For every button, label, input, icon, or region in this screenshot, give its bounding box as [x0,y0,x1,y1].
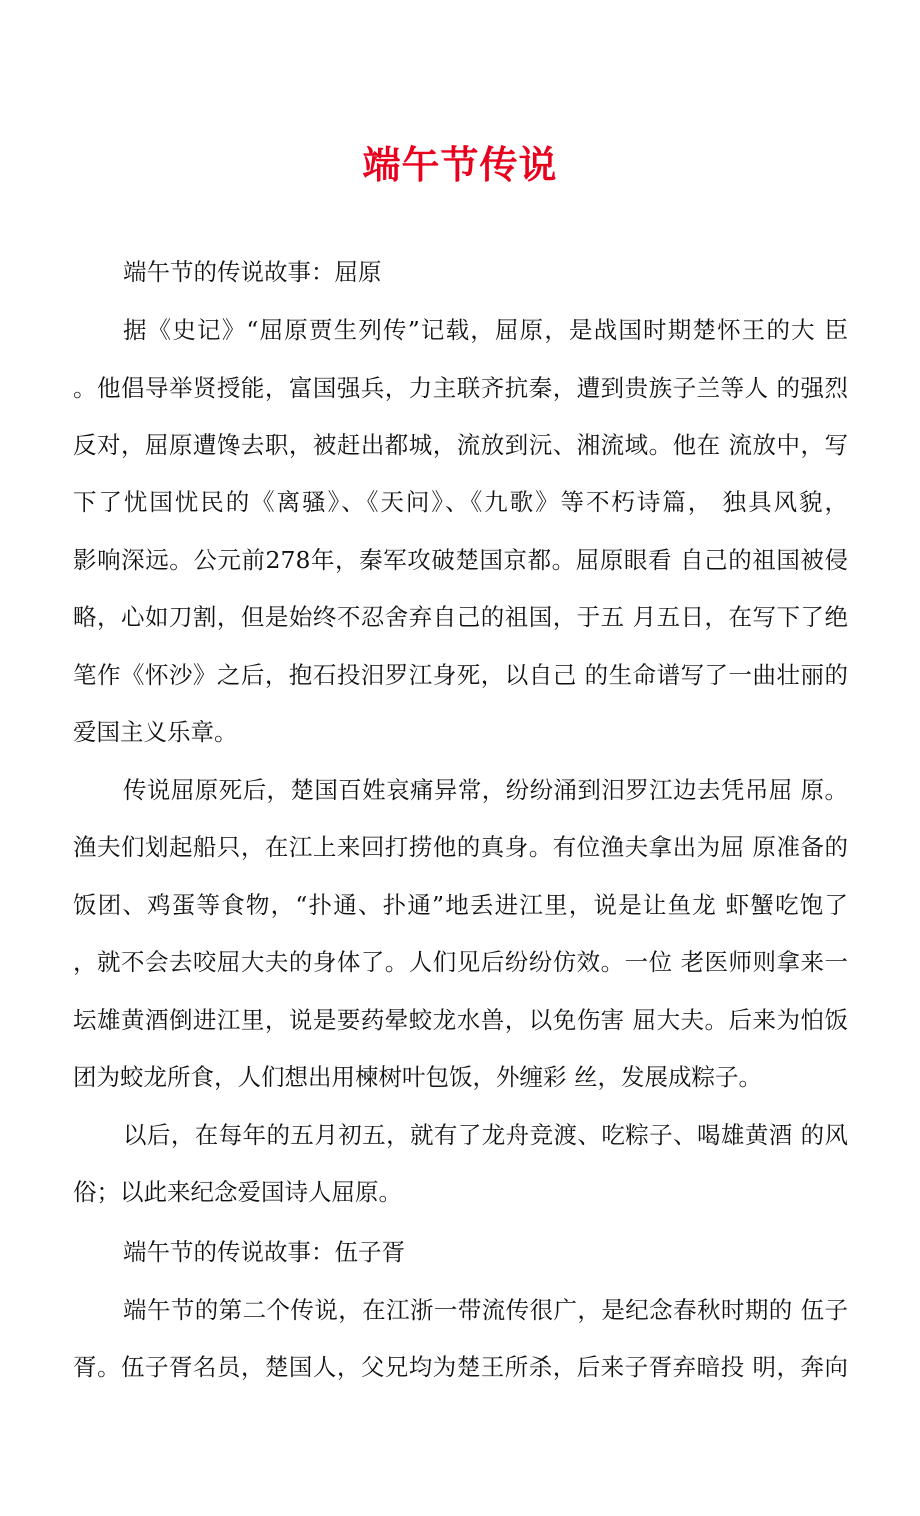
text-line: 影响深远。公元前278年，秦军攻破楚国京都。屈原眼看 自己的祖国被侵 [73,546,848,574]
section-heading-quyuan: 端午节的传说故事：屈原 [123,258,382,286]
text-line: 渔夫们划起船只，在江上来回打捞他的真身。有位渔夫拿出为屈 原准备的 [73,833,848,861]
text-line: 以后，在每年的五月初五，就有了龙舟竞渡、吃粽子、喝雄黄酒 的风 [123,1121,848,1149]
text-line: 。他倡导举贤授能，富国强兵，力主联齐抗秦，遭到贵族子兰等人 的强烈 [73,374,848,402]
text-line: 反对，屈原遭馋去职，被赶出都城，流放到沅、湘流域。他在 流放中，写 [73,431,848,459]
text-line: 饭团、鸡蛋等食物，“扑通、扑通”地丢进江里，说是让鱼龙 虾蟹吃饱了 [73,891,848,919]
text-line: 胥。伍子胥名员，楚国人，父兄均为楚王所杀，后来子胥弃暗投 明，奔向 [73,1353,848,1381]
text-line: 团为蛟龙所食，人们想出用楝树叶包饭，外缠彩 丝，发展成粽子。 [73,1063,762,1091]
text-line: 略，心如刀割，但是始终不忍舍弃自己的祖国，于五 月五日，在写下了绝 [73,603,848,631]
text-line: 笔作《怀沙》之后，抱石投汨罗江身死，以自己 的生命谱写了一曲壮丽的 [73,661,848,689]
text-line: ，就不会去咬屈大夫的身体了。人们见后纷纷仿效。一位 老医师则拿来一 [73,948,848,976]
text-line: 据《史记》“屈原贾生列传”记载，屈原，是战国时期楚怀王的大 臣 [123,316,848,344]
text-line: 爱国主义乐章。 [73,718,238,746]
text-line: 俗；以此来纪念爱国诗人屈原。 [73,1178,402,1206]
document-title: 端午节传说 [362,143,558,187]
text-line: 下了忧国忧民的《离骚》、《天问》、《九歌》等不朽诗篇， 独具风貌， [73,488,848,516]
text-line: 坛雄黄酒倒进江里，说是要药晕蛟龙水兽，以免伤害 屈大夫。后来为怕饭 [73,1006,848,1034]
section-heading-wuzixu: 端午节的传说故事：伍子胥 [123,1238,405,1266]
text-line: 端午节的第二个传说，在江浙一带流传很广，是纪念春秋时期的 伍子 [123,1296,848,1324]
text-line: 传说屈原死后，楚国百姓哀痛异常，纷纷涌到汨罗江边去凭吊屈 原。 [123,776,848,804]
